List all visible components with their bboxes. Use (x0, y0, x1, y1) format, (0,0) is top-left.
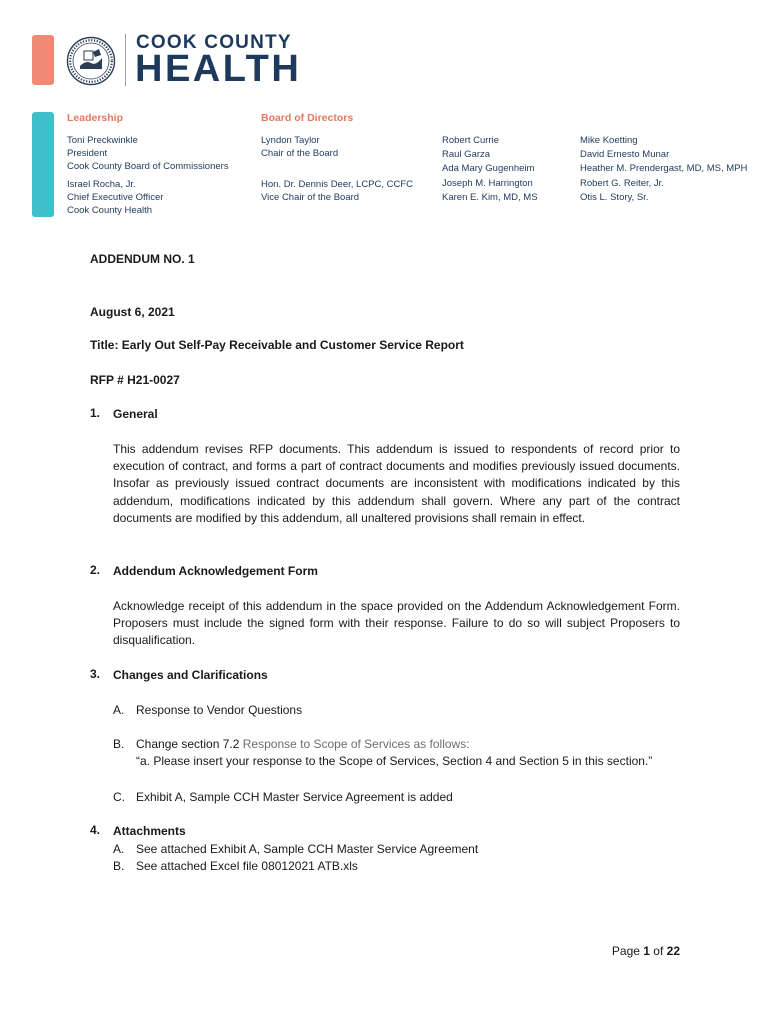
section-3-number: 3. (90, 667, 101, 681)
section-4a-text: See attached Exhibit A, Sample CCH Master Service Agreement (136, 842, 479, 856)
section-1-number: 1. (90, 406, 101, 420)
section-3b-text: Change section 7.2 Response to Scope of Services as follows: (136, 737, 470, 751)
section-4b-label: B. (113, 859, 125, 873)
section-3a-label: A. (113, 703, 125, 717)
logo-cook-county: COOK COUNTY (136, 32, 292, 53)
section-4b-text: See attached Excel file 08012021 ATB.xls (136, 859, 358, 873)
teal-accent-bar (32, 112, 54, 217)
leadership-person-1: Toni Preckwinkle President Cook County Board of Commissioners (67, 135, 229, 172)
board-vice-chair: Hon. Dr. Dennis Deer, LCPC, CCFC Vice Chair of the Board (261, 179, 414, 203)
leadership-heading: Leadership (67, 112, 124, 124)
coral-accent-bar (32, 35, 54, 85)
logo-health: HEALTH (135, 48, 302, 90)
section-4a-label: A. (113, 842, 125, 856)
board-members-col3: Mike Koetting David Ernesto Munar Heather M. Prendergast, MD, MS, MPH Robert G. Reiter, Jr. Otis L. Story, Sr. (580, 135, 748, 203)
section-4-heading: Attachments (113, 824, 186, 838)
section-4-number: 4. (90, 823, 101, 837)
section-3c-label: C. (113, 790, 125, 804)
rfp-number: RFP # H21-0027 (90, 373, 180, 387)
board-heading: Board of Directors (261, 112, 354, 124)
leadership-person-2: Israel Rocha, Jr. Chief Executive Officer Cook County Health (67, 179, 164, 216)
board-members-col2: Robert Currie Raul Garza Ada Mary Gugenheim Joseph M. Harrington Karen E. Kim, MD, MS (442, 135, 538, 203)
logo-divider (125, 34, 126, 86)
section-3b-label: B. (113, 737, 125, 751)
section-3a-text: Response to Vendor Questions (136, 703, 303, 717)
page-number: Page 1 of 22 (611, 944, 680, 958)
section-3-heading: Changes and Clarifications (113, 668, 268, 682)
section-3c-text: Exhibit A, Sample CCH Master Service Agreement is added (136, 790, 453, 804)
document-date: August 6, 2021 (90, 305, 175, 319)
cook-county-seal-icon (66, 36, 116, 86)
addendum-number: ADDENDUM NO. 1 (90, 252, 195, 266)
section-1-heading: General (113, 407, 158, 421)
document-title: Title: Early Out Self-Pay Receivable and Customer Service Report (90, 338, 464, 352)
section-3b-quote: “a. Please insert your response to the Scope of Services, Section 4 and Section 5 in this section.” (136, 754, 653, 768)
section-1-text: This addendum revises RFP documents. This addendum is issued to respondents of record prior to execution of contract, and forms a part of contract documents and modifies previously issued documents. Insofar as previously issued contract documents are inconsistent with modifications indicated by this addendum, modifications indicated by this addendum shall govern. Where any part of the contract documents are modified by this addendum, all unaltered provisions shall remain in effect. (113, 442, 680, 525)
section-2-text: Acknowledge receipt of this addendum in the space provided on the Addendum Acknowledgement Form. Proposers must include the signed form with their response. Failure to do so will subject Proposers to disqualification. (113, 599, 680, 648)
section-2-number: 2. (90, 563, 101, 577)
board-chair: Lyndon Taylor Chair of the Board (261, 135, 339, 159)
section-2-heading: Addendum Acknowledgement Form (113, 564, 318, 578)
